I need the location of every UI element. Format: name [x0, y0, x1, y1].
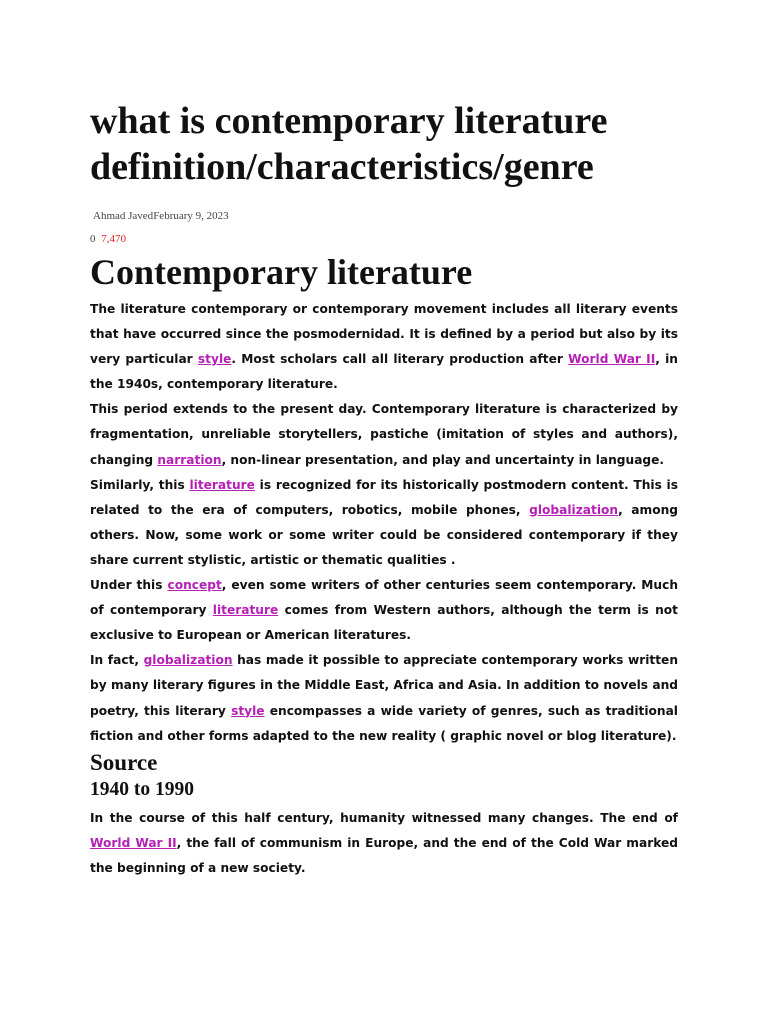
- paragraph-1: The literature contemporary or contemporary movement includes all literary events that have occurred since the posmodernidad. It is defined by a period but also by its very particular style. Most scholars call all literary production after World War II, in the 1940s, contemporary literature.: [90, 302, 678, 392]
- post-date: February 9, 2023: [153, 210, 229, 222]
- link-globalization[interactable]: globalization: [143, 653, 233, 668]
- link-style[interactable]: style: [197, 352, 232, 367]
- link-globalization[interactable]: globalization: [529, 502, 619, 517]
- article-body: [90, 297, 678, 749]
- paragraph-2: This period extends to the present day. Contemporary literature is characterized by fragmentation, unreliable storytellers, pastiche (imitation of styles and authors), changing narration, non-linear presentation, and play and uncertainty in language.: [90, 402, 678, 467]
- link-world-war-ii[interactable]: World War II: [568, 352, 656, 367]
- link-concept[interactable]: concept: [167, 578, 222, 593]
- view-count: 7,470: [101, 233, 126, 245]
- article-body-2: [90, 806, 678, 881]
- post-meta: [93, 210, 229, 222]
- link-narration[interactable]: narration: [157, 452, 222, 467]
- post-stats: [90, 233, 126, 245]
- link-literature[interactable]: literature: [212, 603, 279, 618]
- link-style[interactable]: style: [231, 703, 265, 718]
- heading-source: Source: [90, 750, 158, 775]
- author-name[interactable]: Ahmad Javed: [93, 210, 154, 222]
- paragraph-4: Under this concept, even some writers of other centuries seem contemporary. Much of contemporary literature comes from Western authors, although the term is not exclusive to European or American literatures.: [90, 578, 679, 643]
- heading-years: 1940 to 1990: [90, 779, 194, 800]
- link-literature[interactable]: literature: [189, 477, 255, 492]
- section-title: Contemporary literature: [90, 252, 473, 292]
- page-title: what is contemporary literature definition/characteristics/genre: [90, 100, 608, 188]
- paragraph-5: In fact, globalization has made it possible to appreciate contemporary works written by many literary figures in the Middle East, Africa and Asia. In addition to novels and poetry, this literary style encompasses a wide variety of genres, such as traditional fiction and other forms adapted to the new reality ( graphic novel or blog literature).: [90, 653, 678, 743]
- comment-count[interactable]: 0: [90, 233, 96, 245]
- paragraph-6: In the course of this half century, humanity witnessed many changes. The end of World War II, the fall of communism in Europe, and the end of the Cold War marked the beginning of a new society.: [90, 811, 678, 876]
- paragraph-3: Similarly, this literature is recognized for its historically postmodern content. This is related to the era of computers, robotics, mobile phones, globalization, among others. Now, some work or some writer could be considered contemporary if they share current stylistic, artistic or thematic qualities .: [90, 477, 678, 567]
- link-world-war-ii[interactable]: World War II: [90, 836, 177, 851]
